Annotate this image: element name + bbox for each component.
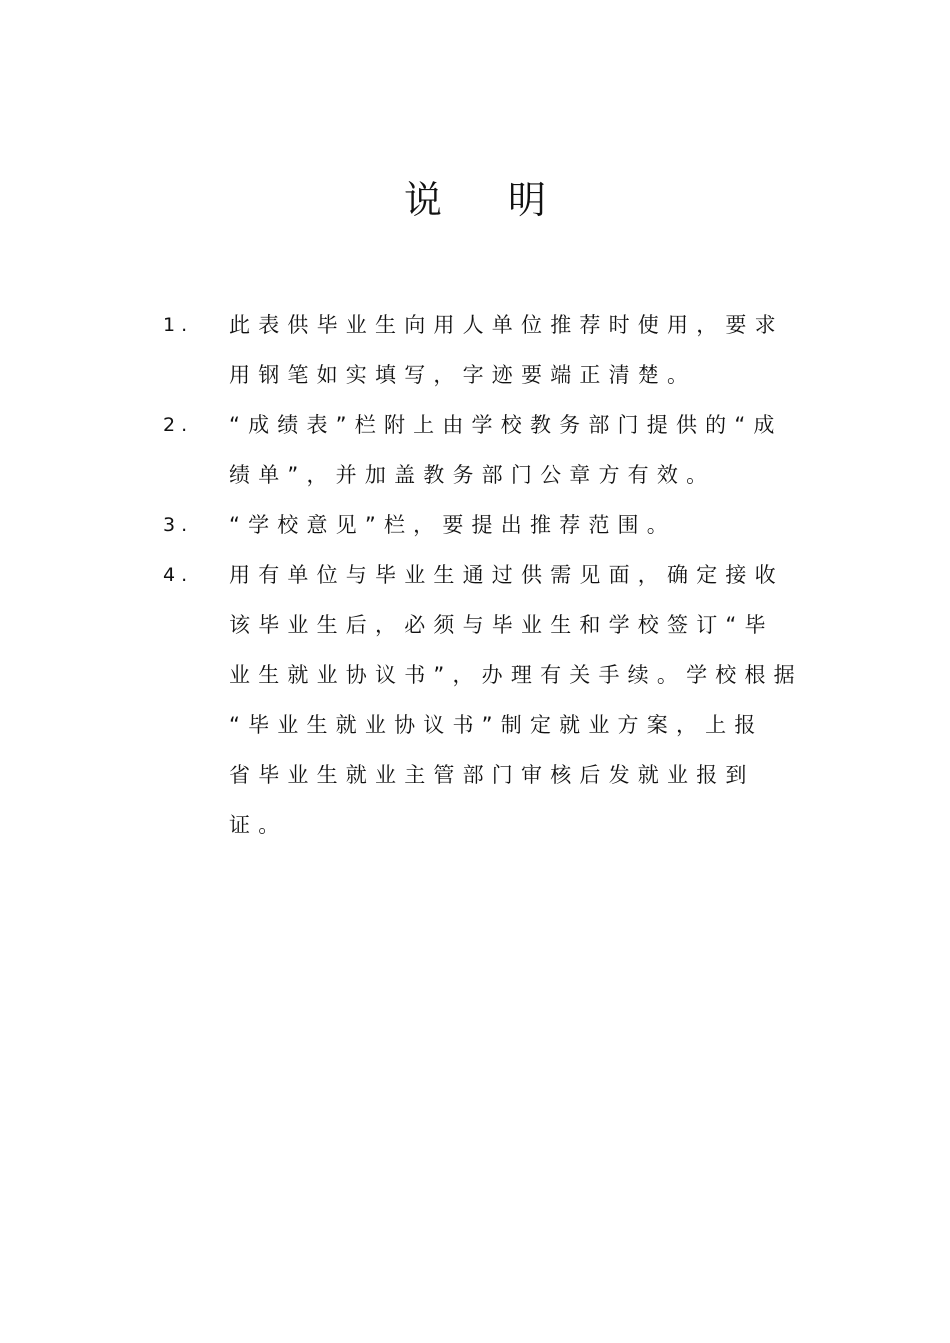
item-number: 3.: [163, 514, 194, 536]
item-line: “成绩表”栏附上由学校教务部门提供的“成: [229, 413, 783, 437]
item-text: [229, 500, 789, 550]
item-line: 用有单位与毕业生通过供需见面，确定接收: [229, 563, 784, 587]
page-title: [0, 172, 950, 228]
item-line: 绩单”，并加盖教务部门公章方有效。: [229, 463, 716, 487]
instruction-item-2: [163, 400, 803, 500]
instruction-item-3: [163, 500, 803, 550]
title-char-1: 说: [403, 178, 442, 222]
item-number: 1.: [163, 314, 194, 336]
item-text: [229, 300, 789, 400]
instruction-item-1: [163, 300, 803, 400]
item-line: 业生就业协议书”，办理有关手续。学校根据: [229, 663, 803, 687]
item-line: 证。: [229, 813, 288, 837]
item-number: 4.: [163, 564, 194, 586]
item-text: [229, 400, 789, 500]
instruction-item-4: [163, 550, 803, 850]
item-line: “毕业生就业协议书”制定就业方案，上报: [229, 713, 764, 737]
item-line: 该毕业生后，必须与毕业生和学校签订“毕: [229, 613, 774, 637]
item-line: “学校意见”栏，要提出推荐范围。: [229, 513, 676, 537]
item-number: 2.: [163, 414, 194, 436]
item-line: 省毕业生就业主管部门审核后发就业报到: [229, 763, 755, 787]
item-line: 用钢笔如实填写，字迹要端正清楚。: [229, 363, 697, 387]
item-text: [229, 550, 803, 850]
title-char-2: 明: [508, 178, 547, 222]
item-line: 此表供毕业生向用人单位推荐时使用，要求: [229, 313, 784, 337]
instruction-list: [163, 300, 803, 850]
